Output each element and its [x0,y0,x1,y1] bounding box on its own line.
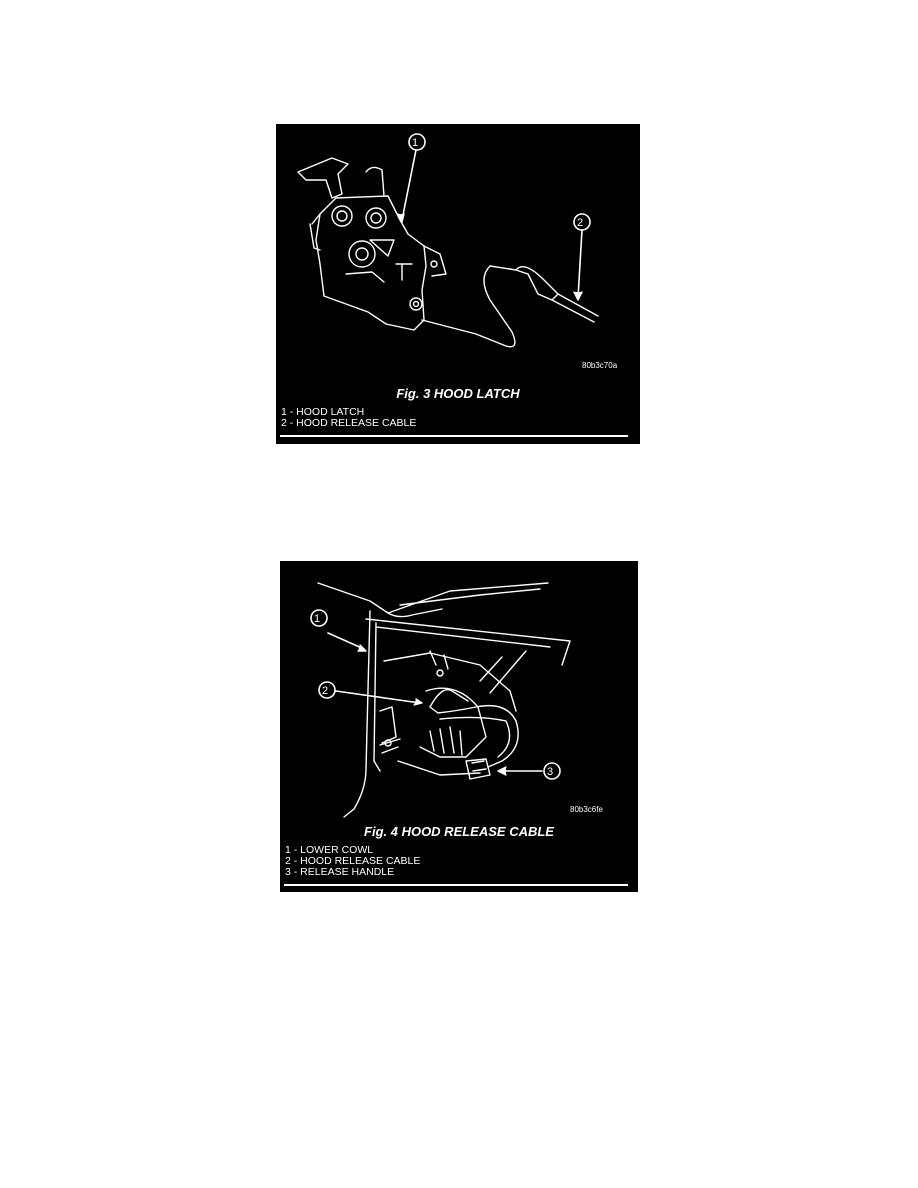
figure-legend [281,407,416,429]
figure-code: 80b3c70a [582,361,618,370]
legend-item: 2 - HOOD RELEASE CABLE [285,855,421,867]
caption-rule [284,884,628,886]
legend-item: 2 - HOOD RELEASE CABLE [281,417,417,429]
callout-1-label: 1 [314,613,321,625]
legend-item: 1 - LOWER COWL [285,844,374,856]
caption-rule [280,435,628,437]
legend-item: 3 - RELEASE HANDLE [285,866,395,878]
figure-hood-latch [276,124,640,444]
figure-legend [285,845,420,878]
figure-hood-release-cable [280,561,638,892]
callout-3-label: 3 [547,766,554,778]
figure-caption: Fig. 3 HOOD LATCH [396,386,520,401]
callout-2-label: 2 [577,217,584,229]
callout-2-label: 2 [322,685,329,697]
callout-1-label: 1 [412,137,419,149]
legend-item: 1 - HOOD LATCH [281,406,365,418]
release-cable-illustration [280,561,638,892]
figure-code: 80b3c6fe [570,805,603,814]
figure-caption: Fig. 4 HOOD RELEASE CABLE [364,824,554,839]
